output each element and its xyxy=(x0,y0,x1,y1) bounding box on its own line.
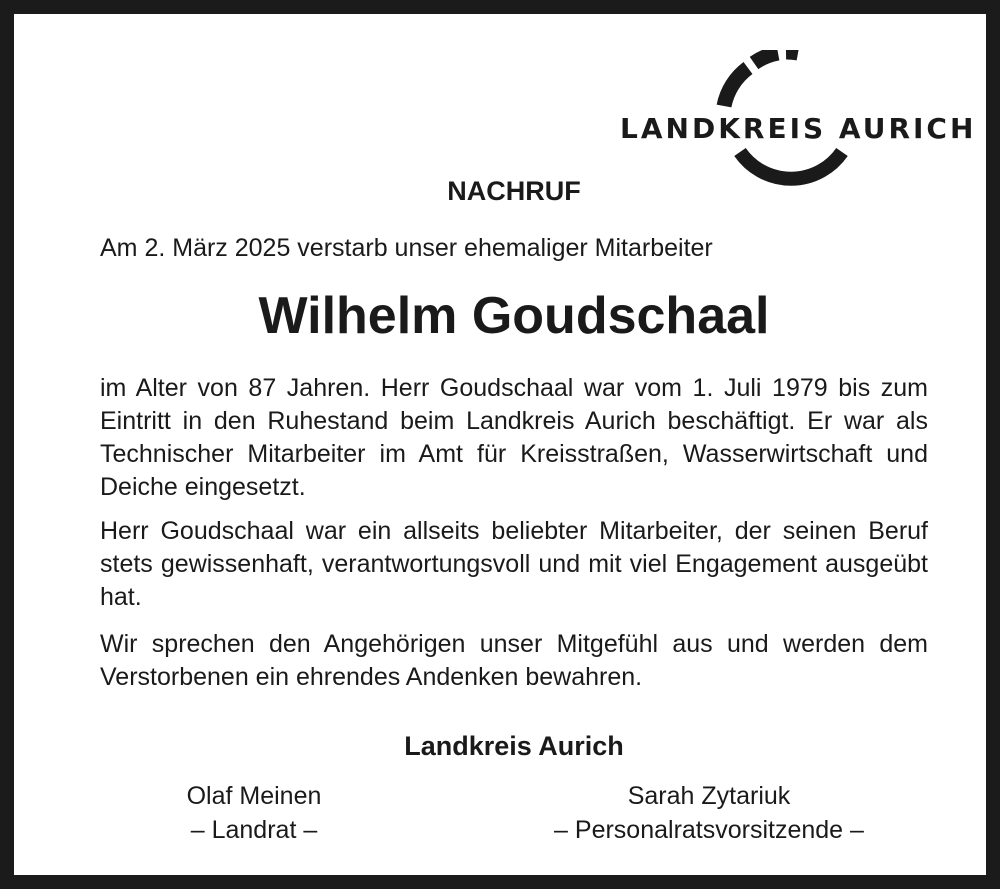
heading: NACHRUF xyxy=(447,176,581,206)
paragraph: Wir sprechen den Angehörigen unser Mitgefühl aus und werden dem Verstorbenen ein ehrendes Andenken bewahren. xyxy=(100,630,928,691)
signatory xyxy=(514,779,904,847)
organization-name: Landkreis Aurich xyxy=(404,731,624,761)
signatory-role: – Personalratsvorsitzende – xyxy=(554,816,864,844)
paragraph: im Alter von 87 Jahren. Herr Goudschaal war vom 1. Juli 1979 bis zum Eintritt in den Ruhestand beim Landkreis Aurich beschäftigt. Er war als Technischer Mitarbeiter im Amt für Kreisstraßen, Wasserwirtschaft und Deiche eingesetzt. xyxy=(100,374,928,501)
logo xyxy=(620,50,977,190)
signatory xyxy=(154,779,354,847)
paragraph: Herr Goudschaal war ein allseits beliebter Mitarbeiter, der seinen Beruf stets gewissenhaft, verantwortungsvoll und mit viel Engagement ausgeübt hat. xyxy=(100,517,928,611)
signatory-name: Sarah Zytariuk xyxy=(627,782,791,810)
logo-text: LANDKREIS AURICH xyxy=(620,112,977,145)
deceased-name: Wilhelm Goudschaal xyxy=(258,287,770,345)
intro-line: Am 2. März 2025 verstarb unser ehemaliger Mitarbeiter xyxy=(100,234,713,262)
signatory-name: Olaf Meinen xyxy=(186,782,322,810)
signatory-role: – Landrat – xyxy=(190,816,318,844)
